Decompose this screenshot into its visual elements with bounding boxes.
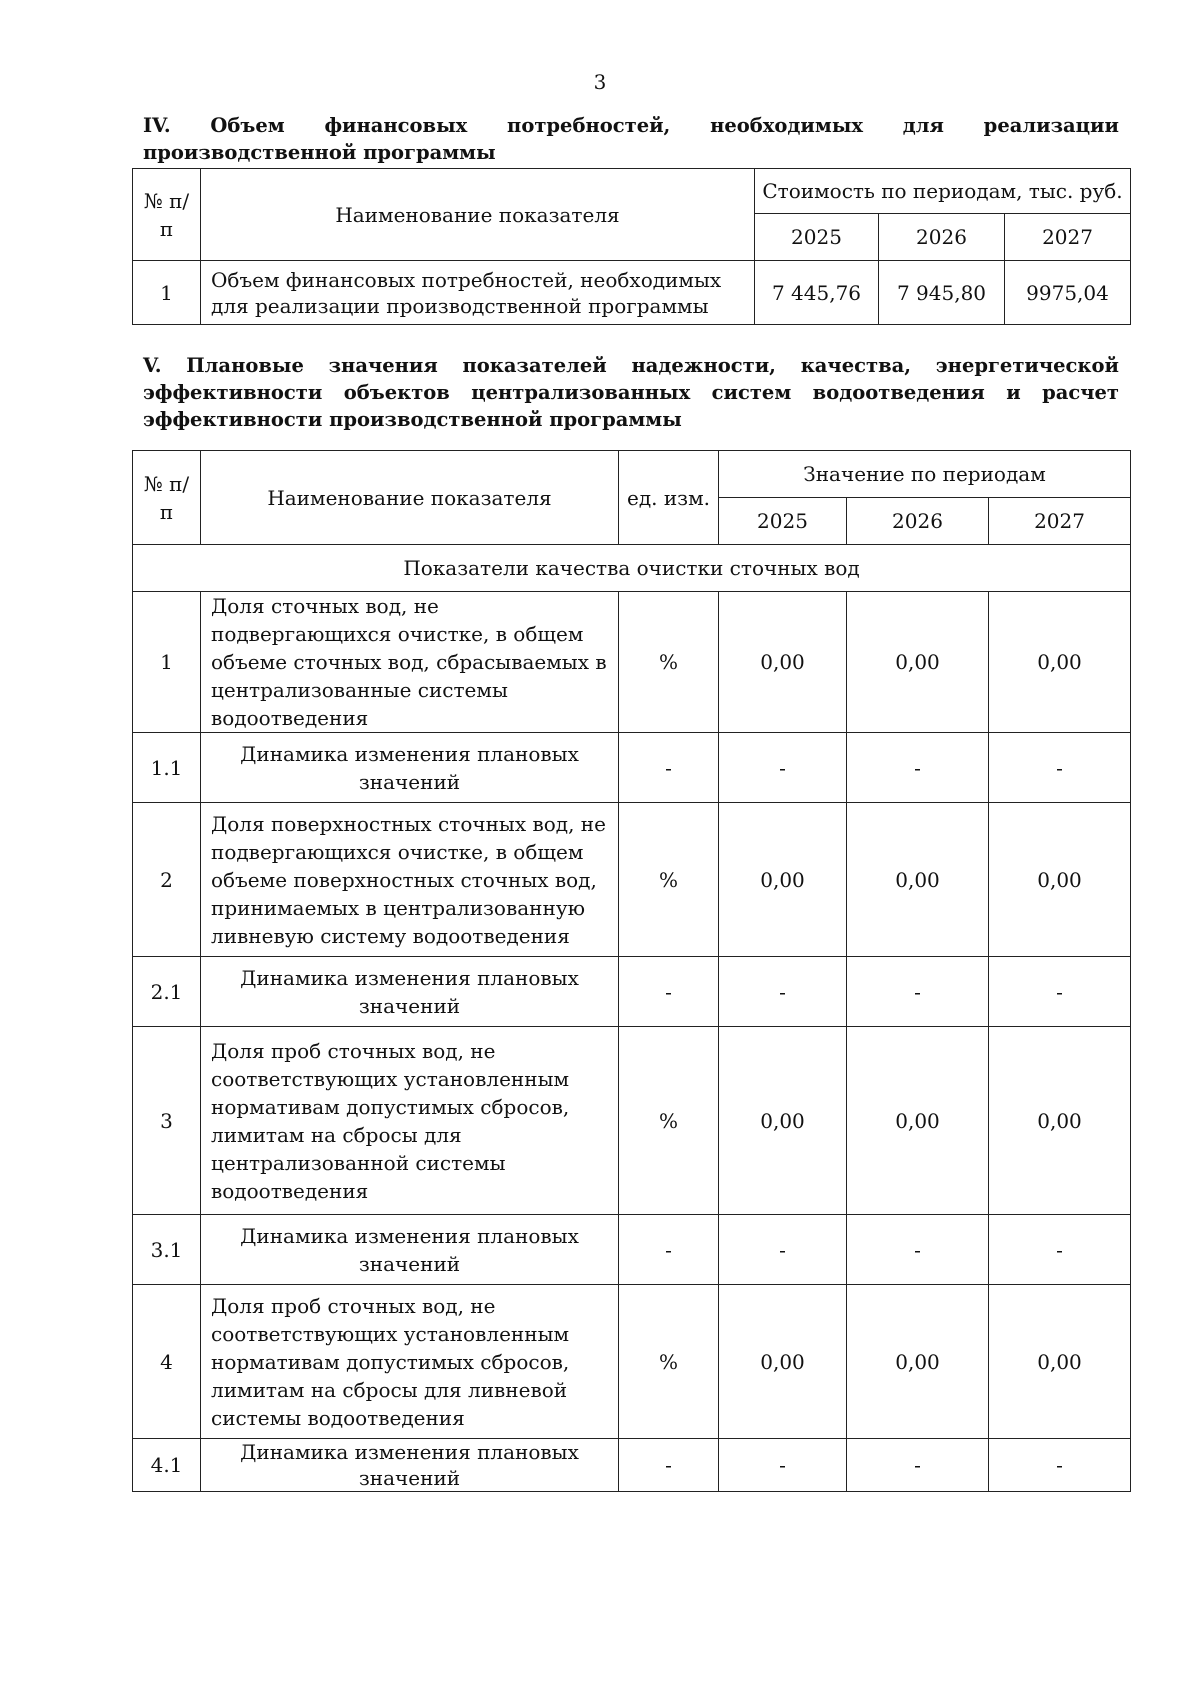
table-row <box>133 957 1131 1027</box>
row-unit: - <box>619 957 719 1027</box>
row-value: 0,00 <box>989 803 1131 957</box>
row-value: - <box>719 957 847 1027</box>
row-value: 7 445,76 <box>755 261 879 325</box>
row-value: - <box>989 733 1131 803</box>
row-value: - <box>989 957 1131 1027</box>
row-value: - <box>847 1215 989 1285</box>
row-name: Динамика изменения плановых значений <box>201 733 619 803</box>
section-4-title: IV. Объем финансовых потребностей, необходимых для реализации производственной программы <box>143 114 1119 164</box>
row-value: - <box>847 733 989 803</box>
row-value: 0,00 <box>719 803 847 957</box>
row-value: 0,00 <box>989 1285 1131 1439</box>
row-value: 0,00 <box>847 803 989 957</box>
header-year: 2026 <box>879 214 1005 261</box>
row-name: Динамика изменения плановых значений <box>201 1215 619 1285</box>
table-row <box>133 1439 1131 1492</box>
section-5-title: V. Плановые значения показателей надежности, качества, энергетической эффективности объектов централизованных систем водоотведения и расчет эффективности производственной программы <box>143 354 1119 431</box>
row-unit: % <box>619 592 719 733</box>
header-year: 2026 <box>847 498 989 545</box>
header-unit: ед. изм. <box>619 451 719 545</box>
row-value: 0,00 <box>719 1027 847 1215</box>
row-value: 0,00 <box>847 592 989 733</box>
table-row <box>133 1285 1131 1439</box>
row-value: - <box>989 1215 1131 1285</box>
row-value: - <box>719 1439 847 1492</box>
header-period: Значение по периодам <box>719 451 1131 498</box>
row-value: 9975,04 <box>1005 261 1131 325</box>
row-name: Доля сточных вод, не подвергающихся очистке, в общем объеме сточных вод, сбрасываемых в централизованные системы водоотведения <box>201 592 619 733</box>
header-name: Наименование показателя <box>201 451 619 545</box>
row-num: 4 <box>133 1285 201 1439</box>
row-value: - <box>847 957 989 1027</box>
row-name: Доля проб сточных вод, не соответствующих установленным нормативам допустимых сбросов, лимитам на сбросы для централизованной системы водоотведения <box>201 1027 619 1215</box>
row-name: Динамика изменения плановых значений <box>201 1439 619 1492</box>
row-unit: - <box>619 733 719 803</box>
header-num: № п/п <box>133 451 201 545</box>
table-row <box>133 592 1131 733</box>
row-name: Доля проб сточных вод, не соответствующих установленным нормативам допустимых сбросов, лимитам на сбросы для ливневой системы водоотведения <box>201 1285 619 1439</box>
row-unit: % <box>619 803 719 957</box>
quality-indicators-table <box>132 450 1131 1492</box>
row-value: 0,00 <box>719 592 847 733</box>
row-num: 1.1 <box>133 733 201 803</box>
row-value: 0,00 <box>847 1027 989 1215</box>
row-name: Доля поверхностных сточных вод, не подвергающихся очистке, в общем объеме поверхностных сточных вод, принимаемых в централизованную ливневую систему водоотведения <box>201 803 619 957</box>
row-num: 1 <box>133 261 201 325</box>
section-label-row <box>133 545 1131 592</box>
row-value: 7 945,80 <box>879 261 1005 325</box>
table-row <box>133 733 1131 803</box>
table-header-row <box>133 169 1131 214</box>
row-value: - <box>719 1215 847 1285</box>
row-value: 0,00 <box>847 1285 989 1439</box>
row-unit: - <box>619 1215 719 1285</box>
row-unit: - <box>619 1439 719 1492</box>
row-value: - <box>719 733 847 803</box>
row-name: Объем финансовых потребностей, необходимых для реализации производственной программы <box>201 261 755 325</box>
row-name: Динамика изменения плановых значений <box>201 957 619 1027</box>
header-name: Наименование показателя <box>201 169 755 261</box>
header-num: № п/п <box>133 169 201 261</box>
page-number: 3 <box>593 70 607 94</box>
header-year: 2027 <box>1005 214 1131 261</box>
header-cost: Стоимость по периодам, тыс. руб. <box>755 169 1131 214</box>
row-unit: % <box>619 1285 719 1439</box>
row-unit: % <box>619 1027 719 1215</box>
row-value: - <box>847 1439 989 1492</box>
section-label: Показатели качества очистки сточных вод <box>133 545 1131 592</box>
table-row <box>133 1027 1131 1215</box>
row-value: 0,00 <box>989 592 1131 733</box>
header-year: 2025 <box>755 214 879 261</box>
row-num: 3 <box>133 1027 201 1215</box>
row-value: 0,00 <box>719 1285 847 1439</box>
table-row <box>133 261 1131 325</box>
financial-needs-table <box>132 168 1131 325</box>
table-header-row <box>133 451 1131 498</box>
header-year: 2027 <box>989 498 1131 545</box>
table-row <box>133 1215 1131 1285</box>
row-value: 0,00 <box>989 1027 1131 1215</box>
row-num: 3.1 <box>133 1215 201 1285</box>
row-num: 2 <box>133 803 201 957</box>
row-num: 1 <box>133 592 201 733</box>
row-num: 4.1 <box>133 1439 201 1492</box>
header-year: 2025 <box>719 498 847 545</box>
row-value: - <box>989 1439 1131 1492</box>
table-row <box>133 803 1131 957</box>
row-num: 2.1 <box>133 957 201 1027</box>
